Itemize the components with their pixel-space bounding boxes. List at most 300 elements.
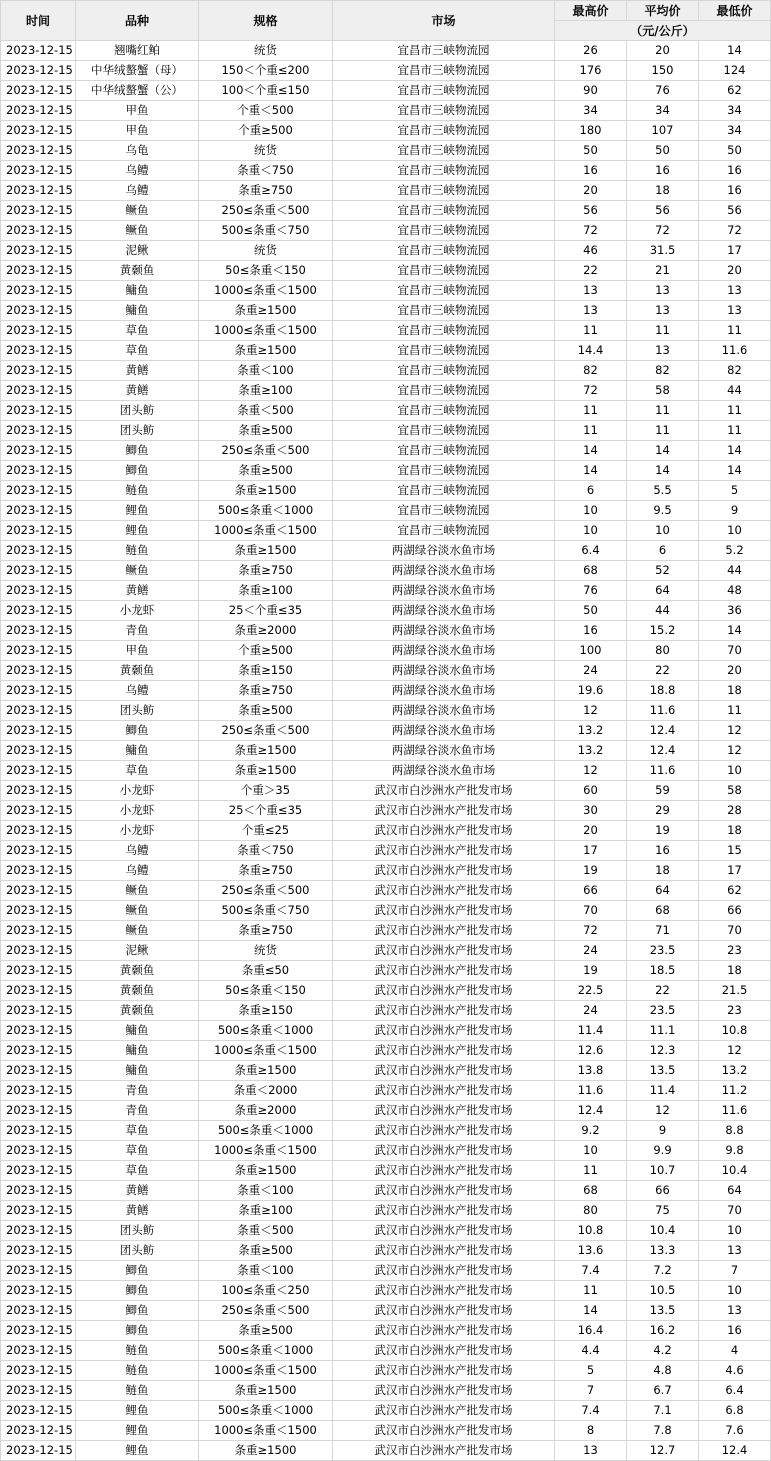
cell-max-price: 11.6 bbox=[555, 1081, 627, 1101]
cell-avg-price: 12 bbox=[627, 1101, 699, 1121]
cell-avg-price: 16.2 bbox=[627, 1321, 699, 1341]
cell-variety: 草鱼 bbox=[76, 321, 199, 341]
cell-min-price: 36 bbox=[699, 601, 771, 621]
cell-min-price: 14 bbox=[699, 41, 771, 61]
cell-variety: 团头鲂 bbox=[76, 401, 199, 421]
cell-market: 宜昌市三峡物流园 bbox=[333, 101, 555, 121]
cell-min-price: 20 bbox=[699, 261, 771, 281]
cell-variety: 鳙鱼 bbox=[76, 301, 199, 321]
cell-spec: 条重≥1500 bbox=[199, 541, 333, 561]
cell-market: 宜昌市三峡物流园 bbox=[333, 321, 555, 341]
cell-min-price: 5 bbox=[699, 481, 771, 501]
cell-avg-price: 13.5 bbox=[627, 1301, 699, 1321]
cell-market: 武汉市白沙洲水产批发市场 bbox=[333, 1321, 555, 1341]
cell-variety: 鲫鱼 bbox=[76, 461, 199, 481]
cell-variety: 乌鳢 bbox=[76, 681, 199, 701]
cell-max-price: 20 bbox=[555, 181, 627, 201]
cell-min-price: 10 bbox=[699, 1281, 771, 1301]
cell-market: 武汉市白沙洲水产批发市场 bbox=[333, 1441, 555, 1461]
cell-time: 2023-12-15 bbox=[1, 1221, 76, 1241]
cell-avg-price: 11.6 bbox=[627, 701, 699, 721]
cell-spec: 统货 bbox=[199, 141, 333, 161]
cell-market: 两湖绿谷淡水鱼市场 bbox=[333, 661, 555, 681]
cell-time: 2023-12-15 bbox=[1, 841, 76, 861]
cell-time: 2023-12-15 bbox=[1, 261, 76, 281]
cell-min-price: 12 bbox=[699, 721, 771, 741]
cell-market: 武汉市白沙洲水产批发市场 bbox=[333, 1181, 555, 1201]
cell-avg-price: 13.5 bbox=[627, 1061, 699, 1081]
table-row bbox=[1, 801, 771, 821]
cell-market: 宜昌市三峡物流园 bbox=[333, 461, 555, 481]
cell-avg-price: 18 bbox=[627, 181, 699, 201]
cell-spec: 统货 bbox=[199, 241, 333, 261]
cell-min-price: 34 bbox=[699, 121, 771, 141]
cell-market: 宜昌市三峡物流园 bbox=[333, 361, 555, 381]
cell-min-price: 6.4 bbox=[699, 1381, 771, 1401]
cell-min-price: 13.2 bbox=[699, 1061, 771, 1081]
cell-time: 2023-12-15 bbox=[1, 81, 76, 101]
cell-spec: 150＜个重≤200 bbox=[199, 61, 333, 81]
cell-min-price: 7 bbox=[699, 1261, 771, 1281]
cell-avg-price: 9.5 bbox=[627, 501, 699, 521]
cell-spec: 1000≤条重＜1500 bbox=[199, 281, 333, 301]
cell-variety: 团头鲂 bbox=[76, 701, 199, 721]
cell-spec: 500≤条重＜750 bbox=[199, 901, 333, 921]
cell-time: 2023-12-15 bbox=[1, 481, 76, 501]
cell-max-price: 20 bbox=[555, 821, 627, 841]
cell-avg-price: 4.2 bbox=[627, 1341, 699, 1361]
cell-max-price: 10 bbox=[555, 521, 627, 541]
cell-min-price: 13 bbox=[699, 281, 771, 301]
cell-spec: 条重≥100 bbox=[199, 581, 333, 601]
table-row bbox=[1, 381, 771, 401]
cell-max-price: 10.8 bbox=[555, 1221, 627, 1241]
cell-variety: 鲤鱼 bbox=[76, 1401, 199, 1421]
cell-variety: 黄鳝 bbox=[76, 1201, 199, 1221]
cell-variety: 小龙虾 bbox=[76, 801, 199, 821]
cell-spec: 条重≥100 bbox=[199, 1201, 333, 1221]
cell-time: 2023-12-15 bbox=[1, 141, 76, 161]
cell-avg-price: 10.7 bbox=[627, 1161, 699, 1181]
cell-min-price: 10 bbox=[699, 1221, 771, 1241]
cell-market: 武汉市白沙洲水产批发市场 bbox=[333, 1161, 555, 1181]
cell-max-price: 12.4 bbox=[555, 1101, 627, 1121]
cell-spec: 统货 bbox=[199, 941, 333, 961]
cell-avg-price: 19 bbox=[627, 821, 699, 841]
table-row bbox=[1, 1361, 771, 1381]
cell-max-price: 70 bbox=[555, 901, 627, 921]
cell-time: 2023-12-15 bbox=[1, 1241, 76, 1261]
table-row bbox=[1, 941, 771, 961]
cell-min-price: 9.8 bbox=[699, 1141, 771, 1161]
cell-variety: 鳜鱼 bbox=[76, 881, 199, 901]
cell-spec: 条重≥750 bbox=[199, 181, 333, 201]
cell-time: 2023-12-15 bbox=[1, 161, 76, 181]
cell-market: 宜昌市三峡物流园 bbox=[333, 201, 555, 221]
cell-min-price: 13 bbox=[699, 1241, 771, 1261]
table-row bbox=[1, 601, 771, 621]
table-row bbox=[1, 1341, 771, 1361]
cell-variety: 鳙鱼 bbox=[76, 1041, 199, 1061]
cell-time: 2023-12-15 bbox=[1, 1081, 76, 1101]
cell-spec: 条重≥1500 bbox=[199, 1161, 333, 1181]
cell-spec: 500≤条重＜1000 bbox=[199, 1021, 333, 1041]
cell-spec: 条重≥500 bbox=[199, 1321, 333, 1341]
cell-time: 2023-12-15 bbox=[1, 781, 76, 801]
cell-max-price: 30 bbox=[555, 801, 627, 821]
cell-variety: 鳙鱼 bbox=[76, 281, 199, 301]
table-body bbox=[1, 41, 771, 1461]
cell-variety: 黄颡鱼 bbox=[76, 261, 199, 281]
table-row bbox=[1, 761, 771, 781]
cell-time: 2023-12-15 bbox=[1, 961, 76, 981]
cell-min-price: 6.8 bbox=[699, 1401, 771, 1421]
cell-spec: 条重≥1500 bbox=[199, 761, 333, 781]
cell-market: 武汉市白沙洲水产批发市场 bbox=[333, 1141, 555, 1161]
cell-time: 2023-12-15 bbox=[1, 1321, 76, 1341]
cell-max-price: 5 bbox=[555, 1361, 627, 1381]
cell-variety: 鳙鱼 bbox=[76, 741, 199, 761]
cell-variety: 青鱼 bbox=[76, 1101, 199, 1121]
cell-avg-price: 11 bbox=[627, 401, 699, 421]
table-row bbox=[1, 1141, 771, 1161]
cell-max-price: 72 bbox=[555, 921, 627, 941]
cell-variety: 鲫鱼 bbox=[76, 441, 199, 461]
cell-market: 武汉市白沙洲水产批发市场 bbox=[333, 1281, 555, 1301]
cell-spec: 条重≥500 bbox=[199, 461, 333, 481]
cell-min-price: 9 bbox=[699, 501, 771, 521]
cell-variety: 泥鳅 bbox=[76, 941, 199, 961]
cell-time: 2023-12-15 bbox=[1, 861, 76, 881]
table-row bbox=[1, 1261, 771, 1281]
table-row bbox=[1, 1101, 771, 1121]
cell-avg-price: 76 bbox=[627, 81, 699, 101]
cell-min-price: 18 bbox=[699, 681, 771, 701]
cell-time: 2023-12-15 bbox=[1, 421, 76, 441]
cell-max-price: 50 bbox=[555, 141, 627, 161]
table-row bbox=[1, 481, 771, 501]
cell-spec: 条重＜100 bbox=[199, 1261, 333, 1281]
cell-avg-price: 56 bbox=[627, 201, 699, 221]
cell-max-price: 11 bbox=[555, 401, 627, 421]
cell-market: 宜昌市三峡物流园 bbox=[333, 521, 555, 541]
cell-avg-price: 13 bbox=[627, 281, 699, 301]
cell-avg-price: 18.5 bbox=[627, 961, 699, 981]
cell-spec: 条重＜500 bbox=[199, 1221, 333, 1241]
cell-market: 宜昌市三峡物流园 bbox=[333, 481, 555, 501]
cell-avg-price: 22 bbox=[627, 661, 699, 681]
cell-time: 2023-12-15 bbox=[1, 1381, 76, 1401]
cell-spec: 条重≥750 bbox=[199, 681, 333, 701]
cell-variety: 鲤鱼 bbox=[76, 501, 199, 521]
cell-time: 2023-12-15 bbox=[1, 581, 76, 601]
cell-avg-price: 6.7 bbox=[627, 1381, 699, 1401]
cell-market: 武汉市白沙洲水产批发市场 bbox=[333, 1361, 555, 1381]
cell-variety: 甲鱼 bbox=[76, 121, 199, 141]
cell-min-price: 11.2 bbox=[699, 1081, 771, 1101]
table-row bbox=[1, 1421, 771, 1441]
cell-time: 2023-12-15 bbox=[1, 941, 76, 961]
table-row bbox=[1, 161, 771, 181]
cell-max-price: 13 bbox=[555, 301, 627, 321]
cell-time: 2023-12-15 bbox=[1, 381, 76, 401]
cell-max-price: 13 bbox=[555, 1441, 627, 1461]
cell-avg-price: 7.1 bbox=[627, 1401, 699, 1421]
cell-max-price: 60 bbox=[555, 781, 627, 801]
cell-avg-price: 71 bbox=[627, 921, 699, 941]
cell-max-price: 6 bbox=[555, 481, 627, 501]
header-avg-price: 平均价 bbox=[627, 1, 699, 21]
cell-spec: 条重≥750 bbox=[199, 561, 333, 581]
cell-time: 2023-12-15 bbox=[1, 1201, 76, 1221]
cell-spec: 个重≤25 bbox=[199, 821, 333, 841]
cell-variety: 乌鳢 bbox=[76, 161, 199, 181]
cell-market: 宜昌市三峡物流园 bbox=[333, 81, 555, 101]
table-row bbox=[1, 1201, 771, 1221]
table-row bbox=[1, 1301, 771, 1321]
cell-market: 两湖绿谷淡水鱼市场 bbox=[333, 601, 555, 621]
cell-avg-price: 68 bbox=[627, 901, 699, 921]
table-row bbox=[1, 201, 771, 221]
cell-variety: 乌鳢 bbox=[76, 841, 199, 861]
cell-time: 2023-12-15 bbox=[1, 981, 76, 1001]
cell-spec: 条重≥2000 bbox=[199, 1101, 333, 1121]
table-row bbox=[1, 621, 771, 641]
cell-max-price: 16 bbox=[555, 161, 627, 181]
cell-spec: 个重≥500 bbox=[199, 641, 333, 661]
table-row bbox=[1, 721, 771, 741]
cell-market: 宜昌市三峡物流园 bbox=[333, 241, 555, 261]
cell-min-price: 18 bbox=[699, 961, 771, 981]
table-row bbox=[1, 661, 771, 681]
cell-market: 武汉市白沙洲水产批发市场 bbox=[333, 921, 555, 941]
cell-time: 2023-12-15 bbox=[1, 1401, 76, 1421]
cell-market: 宜昌市三峡物流园 bbox=[333, 141, 555, 161]
cell-min-price: 16 bbox=[699, 161, 771, 181]
cell-time: 2023-12-15 bbox=[1, 361, 76, 381]
cell-time: 2023-12-15 bbox=[1, 1161, 76, 1181]
cell-max-price: 16 bbox=[555, 621, 627, 641]
cell-spec: 500≤条重＜1000 bbox=[199, 501, 333, 521]
cell-max-price: 80 bbox=[555, 1201, 627, 1221]
cell-min-price: 13 bbox=[699, 1301, 771, 1321]
cell-time: 2023-12-15 bbox=[1, 641, 76, 661]
cell-variety: 鳜鱼 bbox=[76, 921, 199, 941]
cell-time: 2023-12-15 bbox=[1, 1261, 76, 1281]
cell-market: 两湖绿谷淡水鱼市场 bbox=[333, 701, 555, 721]
cell-max-price: 56 bbox=[555, 201, 627, 221]
cell-spec: 50≤条重＜150 bbox=[199, 261, 333, 281]
cell-variety: 鳙鱼 bbox=[76, 1061, 199, 1081]
cell-avg-price: 11.6 bbox=[627, 761, 699, 781]
cell-min-price: 66 bbox=[699, 901, 771, 921]
cell-spec: 条重≥1500 bbox=[199, 1441, 333, 1461]
table-row bbox=[1, 441, 771, 461]
cell-time: 2023-12-15 bbox=[1, 1441, 76, 1461]
cell-time: 2023-12-15 bbox=[1, 681, 76, 701]
cell-min-price: 44 bbox=[699, 561, 771, 581]
cell-time: 2023-12-15 bbox=[1, 801, 76, 821]
cell-time: 2023-12-15 bbox=[1, 741, 76, 761]
table-row bbox=[1, 641, 771, 661]
cell-market: 两湖绿谷淡水鱼市场 bbox=[333, 621, 555, 641]
cell-max-price: 13.6 bbox=[555, 1241, 627, 1261]
cell-min-price: 50 bbox=[699, 141, 771, 161]
table-row bbox=[1, 1221, 771, 1241]
cell-variety: 甲鱼 bbox=[76, 641, 199, 661]
cell-time: 2023-12-15 bbox=[1, 1341, 76, 1361]
cell-market: 武汉市白沙洲水产批发市场 bbox=[333, 881, 555, 901]
cell-min-price: 12 bbox=[699, 1041, 771, 1061]
cell-min-price: 14 bbox=[699, 461, 771, 481]
cell-spec: 条重≥1500 bbox=[199, 301, 333, 321]
cell-market: 宜昌市三峡物流园 bbox=[333, 161, 555, 181]
cell-spec: 条重＜500 bbox=[199, 401, 333, 421]
cell-time: 2023-12-15 bbox=[1, 701, 76, 721]
header-market: 市场 bbox=[333, 1, 555, 41]
cell-spec: 250≤条重＜500 bbox=[199, 881, 333, 901]
cell-min-price: 17 bbox=[699, 241, 771, 261]
cell-spec: 1000≤条重＜1500 bbox=[199, 1361, 333, 1381]
table-row bbox=[1, 1441, 771, 1461]
cell-avg-price: 14 bbox=[627, 441, 699, 461]
cell-market: 宜昌市三峡物流园 bbox=[333, 381, 555, 401]
cell-spec: 统货 bbox=[199, 41, 333, 61]
cell-avg-price: 72 bbox=[627, 221, 699, 241]
cell-max-price: 16.4 bbox=[555, 1321, 627, 1341]
table-row bbox=[1, 421, 771, 441]
cell-min-price: 15 bbox=[699, 841, 771, 861]
table-row bbox=[1, 781, 771, 801]
cell-spec: 50≤条重＜150 bbox=[199, 981, 333, 1001]
cell-spec: 条重＜2000 bbox=[199, 1081, 333, 1101]
cell-variety: 乌鳢 bbox=[76, 181, 199, 201]
table-row bbox=[1, 841, 771, 861]
table-row bbox=[1, 881, 771, 901]
cell-time: 2023-12-15 bbox=[1, 1101, 76, 1121]
cell-max-price: 13 bbox=[555, 281, 627, 301]
cell-market: 宜昌市三峡物流园 bbox=[333, 341, 555, 361]
cell-market: 两湖绿谷淡水鱼市场 bbox=[333, 541, 555, 561]
table-row bbox=[1, 701, 771, 721]
table-row bbox=[1, 121, 771, 141]
cell-max-price: 66 bbox=[555, 881, 627, 901]
cell-market: 宜昌市三峡物流园 bbox=[333, 281, 555, 301]
table-row bbox=[1, 61, 771, 81]
cell-avg-price: 22 bbox=[627, 981, 699, 1001]
cell-avg-price: 10 bbox=[627, 521, 699, 541]
cell-max-price: 22.5 bbox=[555, 981, 627, 1001]
table-row bbox=[1, 961, 771, 981]
table-row bbox=[1, 101, 771, 121]
cell-max-price: 19 bbox=[555, 961, 627, 981]
cell-max-price: 13.2 bbox=[555, 721, 627, 741]
cell-market: 武汉市白沙洲水产批发市场 bbox=[333, 1101, 555, 1121]
header-unit: （元/公斤） bbox=[555, 21, 771, 41]
cell-spec: 条重≥150 bbox=[199, 1001, 333, 1021]
cell-spec: 1000≤条重＜1500 bbox=[199, 1141, 333, 1161]
cell-time: 2023-12-15 bbox=[1, 661, 76, 681]
cell-max-price: 4.4 bbox=[555, 1341, 627, 1361]
cell-spec: 条重≥500 bbox=[199, 421, 333, 441]
cell-market: 两湖绿谷淡水鱼市场 bbox=[333, 561, 555, 581]
table-row bbox=[1, 921, 771, 941]
table-row bbox=[1, 501, 771, 521]
cell-variety: 小龙虾 bbox=[76, 781, 199, 801]
table-row bbox=[1, 861, 771, 881]
cell-max-price: 24 bbox=[555, 941, 627, 961]
cell-variety: 鲫鱼 bbox=[76, 1301, 199, 1321]
table-row bbox=[1, 461, 771, 481]
cell-spec: 500≤条重＜1000 bbox=[199, 1401, 333, 1421]
cell-avg-price: 23.5 bbox=[627, 1001, 699, 1021]
cell-time: 2023-12-15 bbox=[1, 1181, 76, 1201]
cell-min-price: 10 bbox=[699, 521, 771, 541]
cell-market: 宜昌市三峡物流园 bbox=[333, 41, 555, 61]
cell-time: 2023-12-15 bbox=[1, 1061, 76, 1081]
cell-market: 宜昌市三峡物流园 bbox=[333, 401, 555, 421]
cell-market: 宜昌市三峡物流园 bbox=[333, 181, 555, 201]
cell-spec: 条重≥150 bbox=[199, 661, 333, 681]
cell-market: 宜昌市三峡物流园 bbox=[333, 121, 555, 141]
cell-market: 宜昌市三峡物流园 bbox=[333, 421, 555, 441]
cell-spec: 条重≥500 bbox=[199, 701, 333, 721]
table-row bbox=[1, 341, 771, 361]
cell-market: 两湖绿谷淡水鱼市场 bbox=[333, 641, 555, 661]
cell-min-price: 56 bbox=[699, 201, 771, 221]
cell-time: 2023-12-15 bbox=[1, 521, 76, 541]
table-row bbox=[1, 1121, 771, 1141]
cell-spec: 1000≤条重＜1500 bbox=[199, 1421, 333, 1441]
cell-avg-price: 18 bbox=[627, 861, 699, 881]
cell-avg-price: 31.5 bbox=[627, 241, 699, 261]
cell-spec: 250≤条重＜500 bbox=[199, 441, 333, 461]
cell-max-price: 72 bbox=[555, 221, 627, 241]
cell-market: 武汉市白沙洲水产批发市场 bbox=[333, 1021, 555, 1041]
cell-avg-price: 75 bbox=[627, 1201, 699, 1221]
cell-max-price: 19 bbox=[555, 861, 627, 881]
cell-spec: 条重≥2000 bbox=[199, 621, 333, 641]
cell-avg-price: 18.8 bbox=[627, 681, 699, 701]
cell-min-price: 10.8 bbox=[699, 1021, 771, 1041]
cell-variety: 鲢鱼 bbox=[76, 481, 199, 501]
cell-avg-price: 12.4 bbox=[627, 721, 699, 741]
cell-avg-price: 12.3 bbox=[627, 1041, 699, 1061]
cell-avg-price: 11 bbox=[627, 421, 699, 441]
cell-variety: 鳜鱼 bbox=[76, 201, 199, 221]
cell-time: 2023-12-15 bbox=[1, 121, 76, 141]
cell-spec: 个重≥500 bbox=[199, 121, 333, 141]
cell-avg-price: 50 bbox=[627, 141, 699, 161]
cell-spec: 25＜个重≤35 bbox=[199, 801, 333, 821]
cell-min-price: 70 bbox=[699, 641, 771, 661]
cell-max-price: 26 bbox=[555, 41, 627, 61]
cell-max-price: 34 bbox=[555, 101, 627, 121]
table-row bbox=[1, 1321, 771, 1341]
cell-time: 2023-12-15 bbox=[1, 1041, 76, 1061]
cell-min-price: 4.6 bbox=[699, 1361, 771, 1381]
cell-max-price: 24 bbox=[555, 1001, 627, 1021]
cell-min-price: 7.6 bbox=[699, 1421, 771, 1441]
table-row bbox=[1, 261, 771, 281]
cell-max-price: 82 bbox=[555, 361, 627, 381]
cell-market: 武汉市白沙洲水产批发市场 bbox=[333, 841, 555, 861]
cell-avg-price: 6 bbox=[627, 541, 699, 561]
cell-avg-price: 82 bbox=[627, 361, 699, 381]
cell-max-price: 13.2 bbox=[555, 741, 627, 761]
cell-avg-price: 11.1 bbox=[627, 1021, 699, 1041]
table-row bbox=[1, 561, 771, 581]
